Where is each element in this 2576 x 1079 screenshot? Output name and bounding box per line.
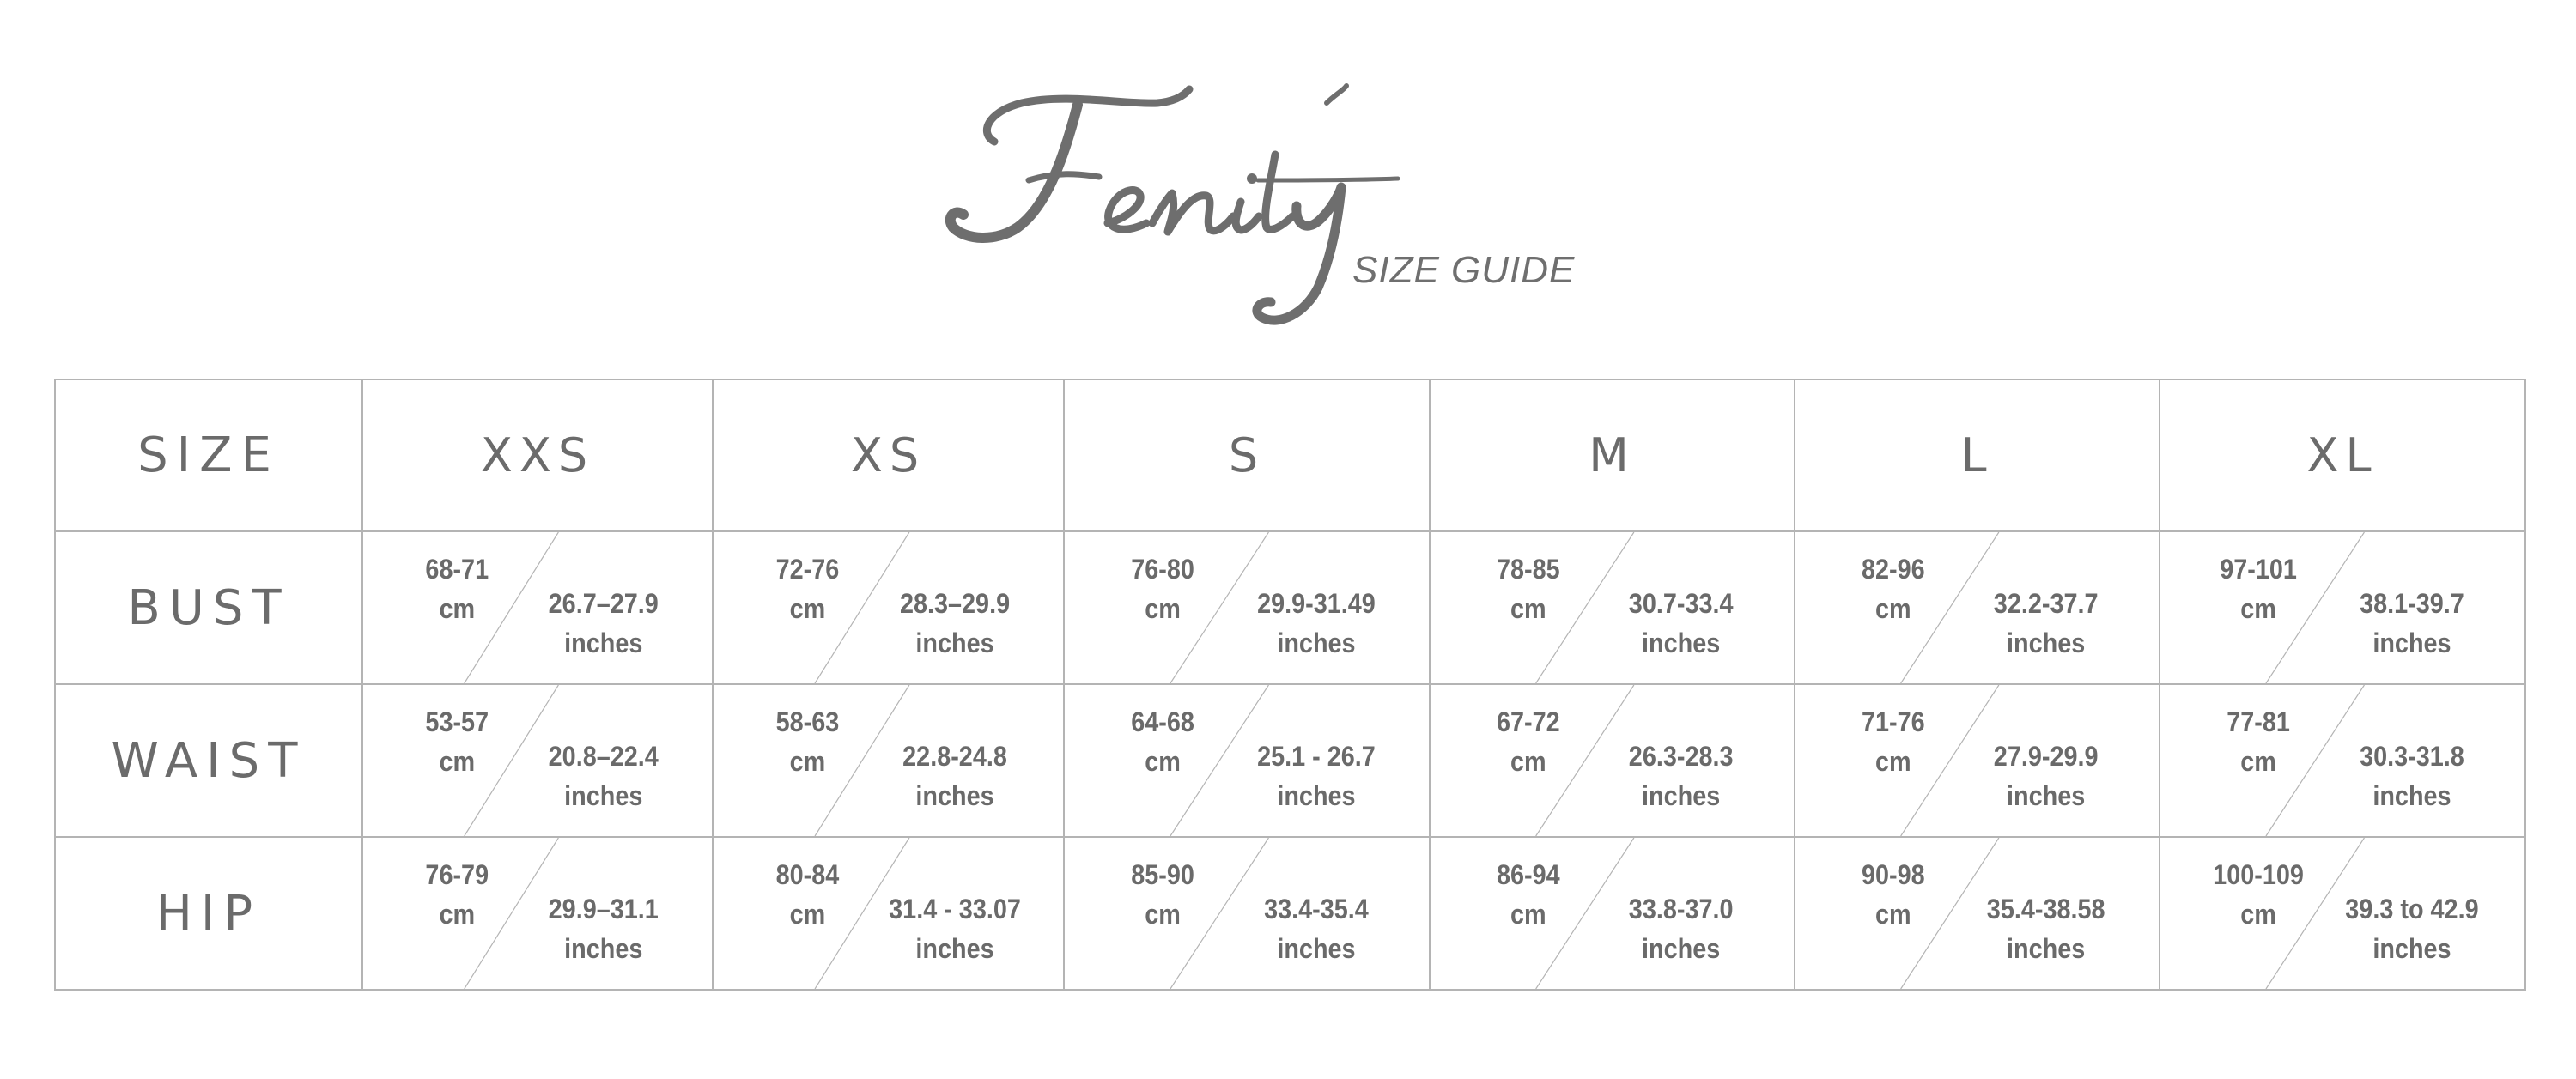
inch-unit: inches xyxy=(2007,933,2086,964)
inch-measurement xyxy=(1586,584,1776,663)
inch-measurement xyxy=(513,737,695,815)
inch-value: 39.3 to 42.9 xyxy=(2344,894,2479,924)
inch-value: 31.4 - 33.07 xyxy=(888,894,1021,924)
cm-measurement xyxy=(2190,549,2327,628)
cm-value: 90-98 xyxy=(1862,859,1926,890)
measure-cell-hip-xxs xyxy=(362,837,713,990)
inch-value: 26.7–27.9 xyxy=(549,588,659,619)
cm-value: 86-94 xyxy=(1497,859,1561,890)
cm-unit: cm xyxy=(2240,593,2277,624)
inch-measurement xyxy=(864,737,1046,815)
cm-measurement xyxy=(2190,702,2327,781)
measure-cell-waist-xs xyxy=(713,684,1064,837)
measure-cell-hip-m xyxy=(1430,837,1795,990)
measure-cell-hip-l xyxy=(1795,837,2160,990)
cm-value: 72-76 xyxy=(776,554,840,585)
inch-unit: inches xyxy=(1276,627,1356,658)
size-header-xs: XS xyxy=(713,379,1064,531)
cm-unit: cm xyxy=(1145,593,1182,624)
measure-cell-bust-xxs xyxy=(362,531,713,684)
inch-unit: inches xyxy=(2007,780,2086,811)
cm-unit: cm xyxy=(1510,593,1547,624)
measure-cell-bust-xl xyxy=(2160,531,2525,684)
inch-value: 32.2-37.7 xyxy=(1994,588,2099,619)
cm-measurement xyxy=(1825,855,1962,934)
inch-unit: inches xyxy=(915,933,994,964)
inch-measurement xyxy=(1586,737,1776,815)
cm-measurement xyxy=(1094,855,1231,934)
cm-measurement xyxy=(1825,702,1962,781)
size-header-m: M xyxy=(1430,379,1795,531)
inch-measurement xyxy=(2317,737,2506,815)
inch-measurement xyxy=(864,889,1046,968)
size-chart-table xyxy=(54,379,2526,991)
inch-unit: inches xyxy=(1276,780,1356,811)
cm-value: 100-109 xyxy=(2213,859,2305,890)
inch-unit: inches xyxy=(564,627,643,658)
cm-measurement xyxy=(1460,549,1597,628)
measure-cell-waist-m xyxy=(1430,684,1795,837)
cm-unit: cm xyxy=(2240,899,2277,930)
cm-value: 77-81 xyxy=(2227,706,2291,737)
inch-value: 30.7-33.4 xyxy=(1629,588,1734,619)
inch-measurement xyxy=(1951,737,2141,815)
cm-unit: cm xyxy=(1510,746,1547,777)
inch-measurement xyxy=(2317,889,2506,968)
size-header-s: S xyxy=(1064,379,1430,531)
inch-unit: inches xyxy=(915,780,994,811)
cm-value: 80-84 xyxy=(776,859,840,890)
cm-measurement xyxy=(392,855,523,934)
size-header-xl: XL xyxy=(2160,379,2525,531)
inch-measurement xyxy=(2317,584,2506,663)
inch-measurement xyxy=(1951,584,2141,663)
measure-cell-bust-m xyxy=(1430,531,1795,684)
inch-value: 20.8–22.4 xyxy=(549,741,659,772)
measure-cell-waist-xxs xyxy=(362,684,713,837)
cm-unit: cm xyxy=(2240,746,2277,777)
inch-value: 25.1 - 26.7 xyxy=(1256,741,1376,772)
fenity-logo xyxy=(927,52,1408,352)
table-row-waist xyxy=(55,684,2525,837)
inch-measurement xyxy=(513,889,695,968)
measure-cell-bust-s xyxy=(1064,531,1430,684)
cm-value: 58-63 xyxy=(776,706,840,737)
cm-unit: cm xyxy=(1875,593,1912,624)
cm-value: 68-71 xyxy=(425,554,489,585)
cm-value: 78-85 xyxy=(1497,554,1561,585)
cm-measurement xyxy=(2190,855,2327,934)
inch-value: 38.1-39.7 xyxy=(2359,588,2464,619)
inch-unit: inches xyxy=(2372,627,2451,658)
cm-value: 97-101 xyxy=(2220,554,2298,585)
cm-unit: cm xyxy=(790,899,826,930)
inch-measurement xyxy=(1586,889,1776,968)
measure-cell-bust-xs xyxy=(713,531,1064,684)
size-header-xxs: XXS xyxy=(362,379,713,531)
row-label-hip: HIP xyxy=(55,837,362,990)
inch-measurement xyxy=(1221,889,1411,968)
cm-unit: cm xyxy=(439,899,476,930)
inch-unit: inches xyxy=(2007,627,2086,658)
cm-unit: cm xyxy=(439,746,476,777)
inch-measurement xyxy=(513,584,695,663)
cm-value: 67-72 xyxy=(1497,706,1561,737)
inch-value: 30.3-31.8 xyxy=(2359,741,2464,772)
inch-value: 33.8-37.0 xyxy=(1629,894,1734,924)
inch-unit: inches xyxy=(2372,780,2451,811)
cm-measurement xyxy=(392,549,523,628)
inch-measurement xyxy=(1221,584,1411,663)
cm-value: 64-68 xyxy=(1131,706,1195,737)
cm-measurement xyxy=(1460,855,1597,934)
cm-measurement xyxy=(392,702,523,781)
cm-unit: cm xyxy=(439,593,476,624)
inch-value: 29.9-31.49 xyxy=(1256,588,1376,619)
cm-measurement xyxy=(742,702,874,781)
measure-cell-bust-l xyxy=(1795,531,2160,684)
cm-unit: cm xyxy=(1145,746,1182,777)
inch-value: 28.3–29.9 xyxy=(899,588,1010,619)
measure-cell-hip-xs xyxy=(713,837,1064,990)
inch-measurement xyxy=(864,584,1046,663)
cm-value: 82-96 xyxy=(1862,554,1926,585)
inch-unit: inches xyxy=(2372,933,2451,964)
inch-unit: inches xyxy=(915,627,994,658)
inch-unit: inches xyxy=(1642,780,1721,811)
cm-unit: cm xyxy=(1510,899,1547,930)
measure-cell-hip-s xyxy=(1064,837,1430,990)
row-label-waist: WAIST xyxy=(55,684,362,837)
measure-cell-waist-l xyxy=(1795,684,2160,837)
cm-value: 71-76 xyxy=(1862,706,1926,737)
cm-value: 85-90 xyxy=(1131,859,1195,890)
inch-value: 35.4-38.58 xyxy=(1987,894,2105,924)
cm-value: 76-79 xyxy=(425,859,489,890)
cm-unit: cm xyxy=(1145,899,1182,930)
inch-value: 27.9-29.9 xyxy=(1994,741,2099,772)
measure-cell-waist-xl xyxy=(2160,684,2525,837)
inch-value: 33.4-35.4 xyxy=(1263,894,1369,924)
cm-measurement xyxy=(1094,549,1231,628)
size-header-l: L xyxy=(1795,379,2160,531)
inch-unit: inches xyxy=(564,780,643,811)
table-row-hip xyxy=(55,837,2525,990)
inch-value: 26.3-28.3 xyxy=(1629,741,1734,772)
cm-measurement xyxy=(1460,702,1597,781)
row-label-bust: BUST xyxy=(55,531,362,684)
table-row-bust xyxy=(55,531,2525,684)
inch-measurement xyxy=(1221,737,1411,815)
inch-measurement xyxy=(1951,889,2141,968)
size-guide-label: SIZE GUIDE xyxy=(1352,249,1576,291)
cm-value: 53-57 xyxy=(425,706,489,737)
cm-unit: cm xyxy=(1875,746,1912,777)
size-corner-label: SIZE xyxy=(55,379,362,531)
inch-unit: inches xyxy=(1642,627,1721,658)
brand-header xyxy=(0,0,2576,361)
header-row xyxy=(55,379,2525,531)
cm-value: 76-80 xyxy=(1131,554,1195,585)
inch-value: 22.8-24.8 xyxy=(902,741,1007,772)
inch-unit: inches xyxy=(564,933,643,964)
cm-unit: cm xyxy=(790,746,826,777)
inch-value: 29.9–31.1 xyxy=(549,894,659,924)
cm-measurement xyxy=(742,549,874,628)
cm-measurement xyxy=(1094,702,1231,781)
measure-cell-waist-s xyxy=(1064,684,1430,837)
inch-unit: inches xyxy=(1642,933,1721,964)
inch-unit: inches xyxy=(1276,933,1356,964)
cm-unit: cm xyxy=(790,593,826,624)
cm-unit: cm xyxy=(1875,899,1912,930)
cm-measurement xyxy=(742,855,874,934)
measure-cell-hip-xl xyxy=(2160,837,2525,990)
cm-measurement xyxy=(1825,549,1962,628)
